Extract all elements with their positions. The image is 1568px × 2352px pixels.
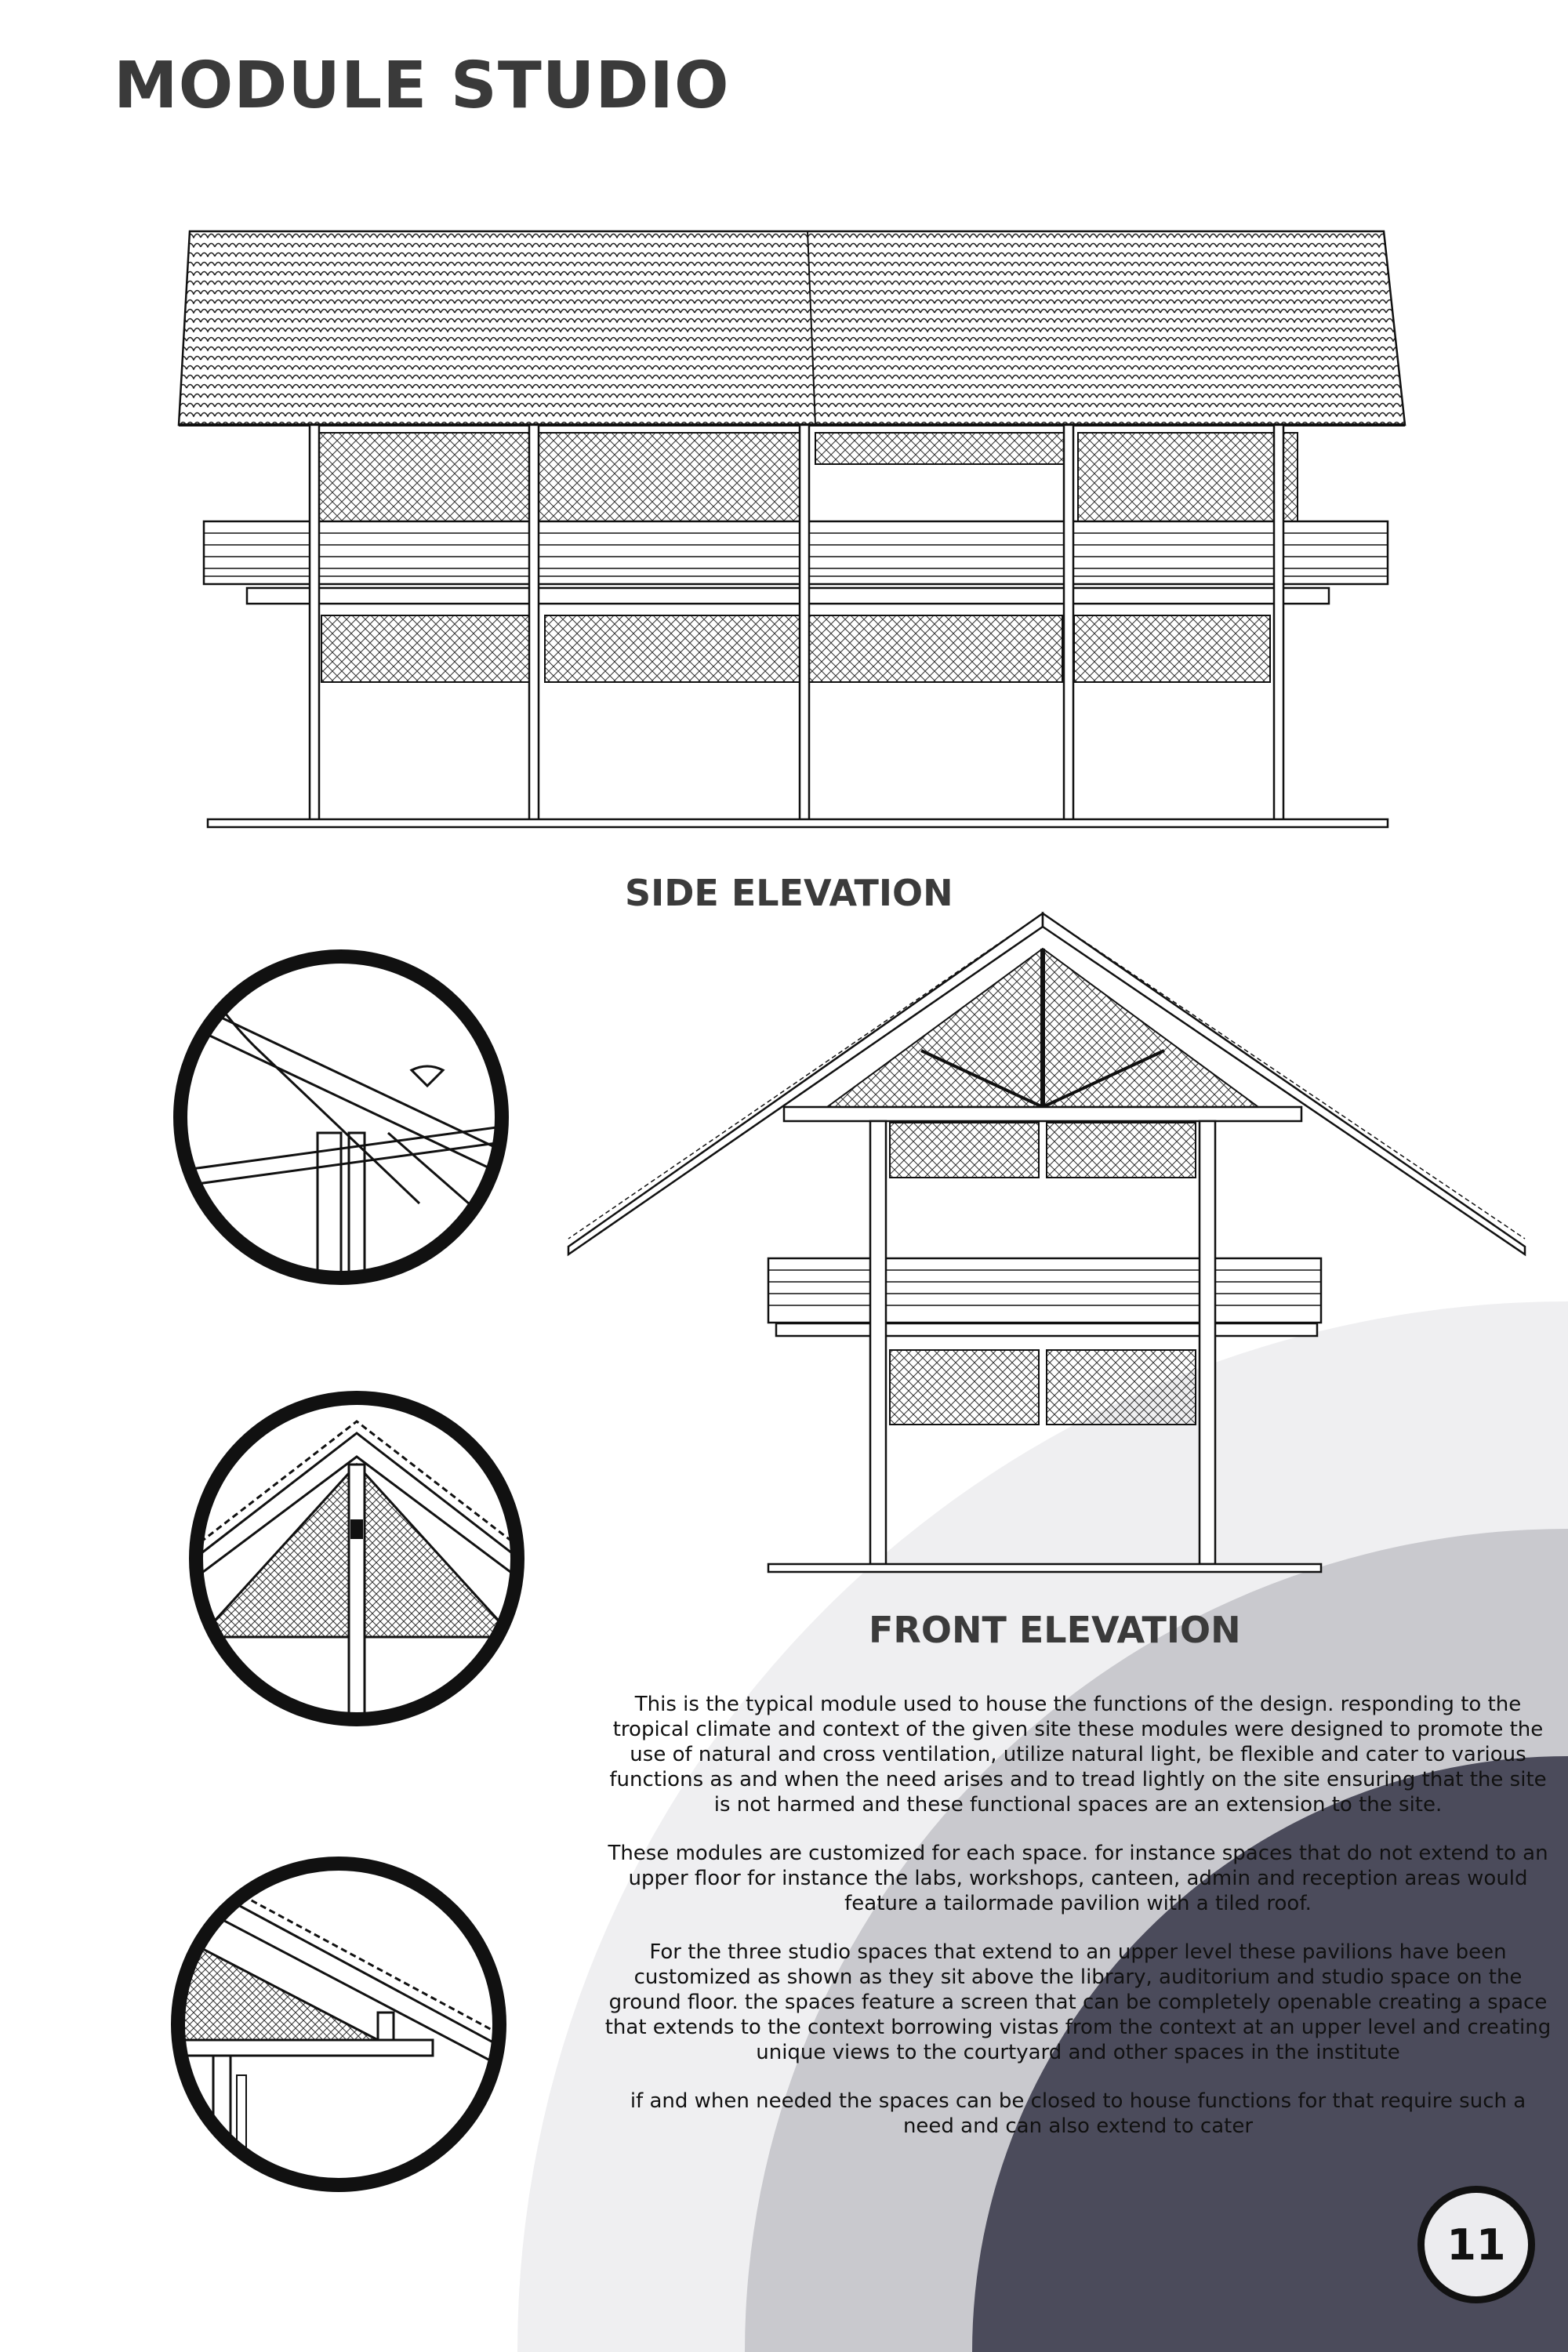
eave-detail-icon bbox=[166, 1852, 511, 2197]
front-elevation-drawing bbox=[561, 902, 1537, 1592]
description-paragraph-1: This is the typical module used to house the functions of the design. responding to the tropical climate and context of the given site these modules were designed to promote the use of natural and cross ventilation, utilize natural light, be flexible and cater to various functions as and when the need arises and to tread lightly on the site ensuring that the site is not harmed and these functional spaces are an extension to the site. bbox=[609, 1693, 1547, 1817]
page-title: MODULE STUDIO bbox=[114, 49, 730, 123]
side-elevation-drawing bbox=[172, 220, 1427, 847]
front-elevation-label: FRONT ELEVATION bbox=[869, 1609, 1241, 1651]
description-paragraph-3: For the three studio spaces that extend to an upper level these pavilions have been customized as shown as they sit above the library, auditorium and studio space on the ground floor. the spaces feature a screen that can be completely openable creating a space that extends to the context borrowing vistas from the context at an upper level and creating unique views to the courtyard and other spaces in the institute bbox=[604, 1940, 1552, 2064]
description-paragraph-4: if and when needed the spaces can be closed to house functions for that require such a need and can also extend to cater bbox=[630, 2089, 1526, 2138]
ridge-detail-icon bbox=[184, 1386, 529, 1731]
page-number: 11 bbox=[1417, 2186, 1535, 2303]
description-paragraph-2: These modules are customized for each space. for instance spaces that do not extend to an upper floor for instance the labs, workshops, canteen, admin and reception areas would feature a tailormade pavilion with a tiled roof. bbox=[608, 1842, 1548, 1915]
gutter-beam-detail-icon bbox=[169, 945, 514, 1290]
side-elevation-label: SIDE ELEVATION bbox=[625, 872, 953, 914]
description-text bbox=[604, 1692, 1552, 2162]
